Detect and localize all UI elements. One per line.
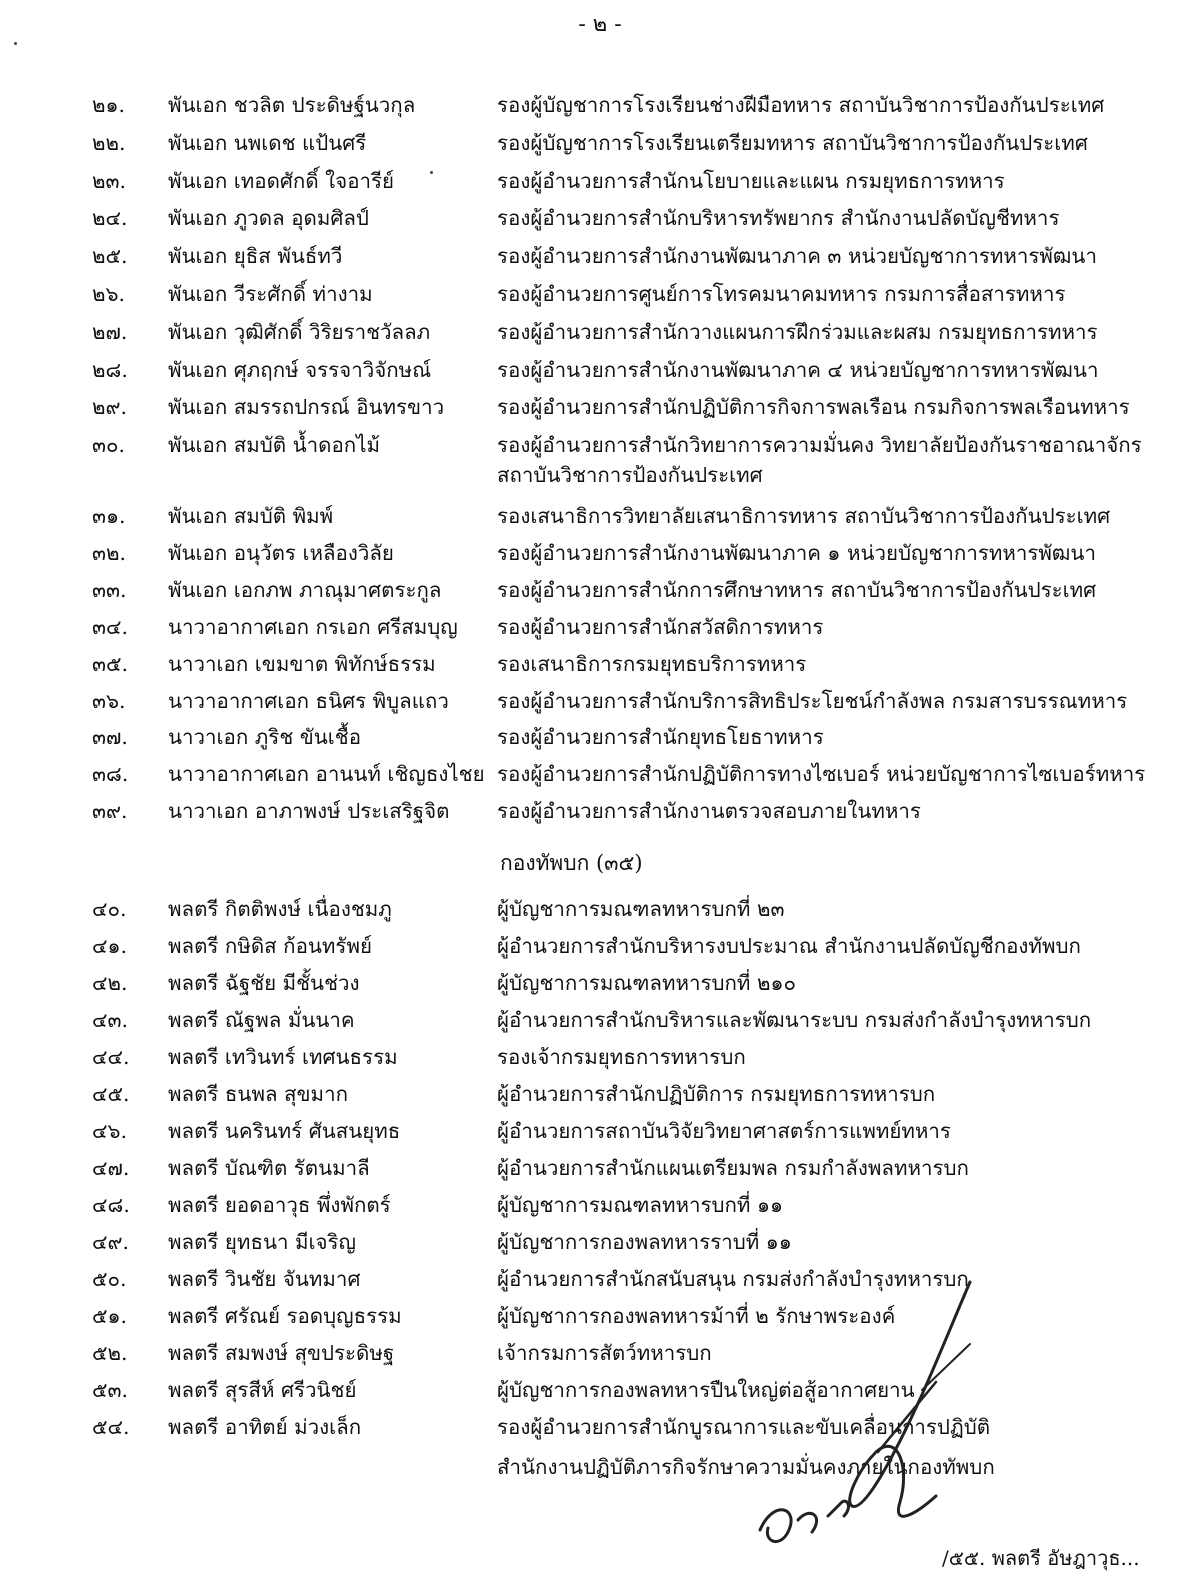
person-name: พันเอก เอกภพ ภาณุมาศตระกูล	[168, 577, 442, 602]
item-number: ๒๙.	[92, 395, 128, 420]
list-item	[0, 1039, 1200, 1076]
person-name: พันเอก อนุวัตร เหลืองวิลัย	[168, 540, 394, 565]
position-title: ผู้บัญชาการมณฑลทหารบกที่ ๑๑	[497, 1193, 783, 1217]
position-title: ผู้บัญชาการมณฑลทหารบกที่ ๒๑๐	[497, 971, 797, 995]
list-item	[0, 609, 1200, 646]
person-name: พลตรี กิตติพงษ์ เนื่องชมภู	[168, 897, 392, 921]
list-item	[0, 238, 1200, 275]
position-title: รองผู้อำนวยการสำนักบริการสิทธิประโยชน์กำลังพล กรมสารบรรณทหาร	[497, 688, 1128, 713]
position-title: ผู้อำนวยการสำนักสนับสนุน กรมส่งกำลังบำรุงทหารบก	[497, 1267, 969, 1291]
list-item	[0, 498, 1200, 535]
position-title: ผู้บัญชาการมณฑลทหารบกที่ ๒๓	[497, 897, 785, 921]
list-item	[0, 928, 1200, 965]
list-item	[0, 891, 1200, 928]
person-name: พลตรี ธนพล สุขมาก	[168, 1082, 348, 1106]
list-item	[0, 719, 1200, 756]
person-name: พันเอก ยุธิส พันธ์ทวี	[168, 244, 343, 269]
item-number: ๒๒.	[92, 130, 126, 155]
person-name: พลตรี ศรัณย์ รอดบุญธรรม	[168, 1304, 402, 1328]
list-item	[0, 87, 1200, 124]
position-title: รองเสนาธิการกรมยุทธบริการทหาร	[497, 651, 807, 676]
person-name: พลตรี ณัฐพล มั่นนาค	[168, 1008, 355, 1032]
position-title: รองเจ้ากรมยุทธการทหารบก	[497, 1045, 746, 1069]
section-heading-army: กองทัพบก (๓๕)	[500, 851, 643, 875]
person-name: นาวาเอก อาภาพงษ์ ประเสริฐจิต	[168, 799, 450, 824]
list-item	[0, 389, 1200, 426]
person-name: พลตรี บัณฑิต รัตนมาลี	[168, 1156, 370, 1180]
item-number: ๒๘.	[92, 357, 128, 382]
position-title: รองผู้อำนวยการสำนักงานพัฒนาภาค ๑ หน่วยบัญชาการทหารพัฒนา	[497, 540, 1096, 565]
item-number: ๔๖.	[92, 1119, 128, 1143]
position-title: รองผู้อำนวยการสำนักสวัสดิการทหาร	[497, 614, 824, 639]
position-title: รองผู้อำนวยการสำนักงานพัฒนาภาค ๓ หน่วยบัญชาการทหารพัฒนา	[497, 244, 1097, 269]
position-title: ผู้อำนวยการสำนักบริหารงบประมาณ สำนักงานปลัดบัญชีกองทัพบก	[497, 934, 1081, 958]
person-name: พันเอก สมรรถปกรณ์ อินทรขาว	[168, 395, 445, 420]
position-title: ผู้อำนวยการสำนักบริหารและพัฒนาระบบ กรมส่งกำลังบำรุงทหารบก	[497, 1008, 1092, 1032]
list-item	[0, 125, 1200, 162]
position-title: ผู้บัญชาการกองพลทหารม้าที่ ๒ รักษาพระองค์	[497, 1304, 896, 1328]
person-name: พันเอก ภูวดล อุดมศิลป์	[168, 206, 369, 231]
item-number: ๕๐.	[92, 1267, 127, 1291]
list-item	[0, 756, 1200, 793]
position-title: รองผู้บัญชาการโรงเรียนช่างฝีมือทหาร สถาบันวิชาการป้องกันประเทศ	[497, 93, 1105, 117]
position-title: รองผู้อำนวยการสำนักบริหารทรัพยากร สำนักงานปลัดบัญชีทหาร	[497, 206, 1060, 231]
list-item	[0, 965, 1200, 1002]
item-number: ๕๓.	[92, 1378, 129, 1402]
scan-speck	[14, 42, 17, 45]
position-title: รองผู้อำนวยการสำนักปฏิบัติการทางไซเบอร์ หน่วยบัญชาการไซเบอร์ทหาร	[497, 762, 1146, 787]
person-name: พลตรี เทวินทร์ เทศนธรรม	[168, 1045, 398, 1069]
item-number: ๔๙.	[92, 1230, 130, 1254]
item-number: ๒๔.	[92, 206, 128, 231]
person-name: พันเอก วีระศักดิ์ ท่างาม	[168, 282, 373, 306]
list-item	[0, 1335, 1200, 1372]
continuation-footer: /๕๕. พลตรี อัษฎาวุธ...	[942, 1546, 1140, 1570]
person-name: พันเอก เทอดศักดิ์ ใจอารีย์	[168, 168, 395, 193]
item-54-position-continuation: สำนักงานปฏิบัติภารกิจรักษาความมั่นคงภายในกองทัพบก	[497, 1455, 995, 1479]
list-item	[0, 1187, 1200, 1224]
person-name: พันเอก นพเดช แป้นศรี	[168, 130, 367, 155]
signature-scribble	[740, 1270, 1000, 1580]
item-number: ๔๘.	[92, 1193, 130, 1217]
item-number: ๓๓.	[92, 577, 127, 602]
person-name: พลตรี กษิดิส ก้อนทรัพย์	[168, 934, 372, 958]
list-item	[0, 276, 1200, 313]
list-item	[0, 1298, 1200, 1335]
position-title: รองเสนาธิการวิทยาลัยเสนาธิการทหาร สถาบันวิชาการป้องกันประเทศ	[497, 504, 1111, 528]
position-title: ผู้บัญชาการกองพลทหารราบที่ ๑๑	[497, 1230, 792, 1254]
position-title: รองผู้อำนวยการสำนักบูรณาการและขับเคลื่อนการปฏิบัติ	[497, 1415, 991, 1439]
list-item	[0, 1113, 1200, 1150]
position-title: รองผู้อำนวยการสำนักปฏิบัติการกิจการพลเรือน กรมกิจการพลเรือนทหาร	[497, 395, 1130, 420]
position-title: รองผู้อำนวยการสำนักการศึกษาทหาร สถาบันวิชาการป้องกันประเทศ	[497, 577, 1097, 602]
list-item	[0, 683, 1200, 720]
person-name: พลตรี วินชัย จันทมาศ	[168, 1267, 361, 1291]
item-number: ๓๘.	[92, 762, 129, 787]
item-30-position-continuation: สถาบันวิชาการป้องกันประเทศ	[497, 463, 763, 487]
list-item	[0, 1409, 1200, 1446]
position-title: รองผู้อำนวยการสำนักยุทธโยธาทหาร	[497, 725, 824, 750]
item-number: ๓๙.	[92, 799, 128, 824]
person-name: พลตรี ยอดอาวุธ พึ่งพักตร์	[168, 1193, 391, 1217]
list-item	[0, 1372, 1200, 1409]
position-title: รองผู้อำนวยการสำนักงานพัฒนาภาค ๔ หน่วยบัญชาการทหารพัฒนา	[497, 357, 1099, 382]
position-title: ผู้อำนวยการสำนักแผนเตรียมพล กรมกำลังพลทหารบก	[497, 1156, 969, 1180]
item-number: ๓๐.	[92, 433, 126, 458]
list-item	[0, 163, 1200, 200]
list-item	[0, 1002, 1200, 1039]
list-item	[0, 1224, 1200, 1261]
item-number: ๓๗.	[92, 725, 128, 750]
list-item	[0, 1150, 1200, 1187]
item-number: ๒๕.	[92, 244, 128, 269]
list-item	[0, 793, 1200, 830]
list-item	[0, 1076, 1200, 1113]
position-title: ผู้บัญชาการกองพลทหารปืนใหญ่ต่อสู้อากาศยาน	[497, 1378, 915, 1402]
item-number: ๓๑.	[92, 504, 126, 528]
position-title: เจ้ากรมการสัตว์ทหารบก	[497, 1341, 712, 1365]
person-name: พันเอก สมบัติ น้ำดอกไม้	[168, 433, 381, 458]
item-number: ๔๑.	[92, 934, 128, 958]
person-name: พันเอก สมบัติ พิมพ์	[168, 504, 334, 528]
position-title: รองผู้อำนวยการสำนักวิทยาการความมั่นคง วิทยาลัยป้องกันราชอาณาจักร	[497, 433, 1142, 458]
person-name: พลตรี อาทิตย์ ม่วงเล็ก	[168, 1415, 362, 1439]
item-number: ๓๖.	[92, 688, 126, 713]
item-number: ๔๔.	[92, 1045, 130, 1069]
person-name: พลตรี ฉัฐชัย มีชั้นช่วง	[168, 971, 360, 995]
list-item	[0, 352, 1200, 389]
item-number: ๕๒.	[92, 1341, 128, 1365]
position-title: ผู้อำนวยการสำนักปฏิบัติการ กรมยุทธการทหารบก	[497, 1082, 936, 1106]
person-name: พลตรี สุรสีห์ ศรีวนิชย์	[168, 1378, 357, 1402]
person-name: พลตรี ยุทธนา มีเจริญ	[168, 1230, 357, 1254]
item-number: ๕๑.	[92, 1304, 128, 1328]
person-name: พลตรี สมพงษ์ สุขประดิษฐ	[168, 1341, 395, 1365]
item-number: ๒๖.	[92, 282, 126, 306]
position-title: รองผู้บัญชาการโรงเรียนเตรียมทหาร สถาบันวิชาการป้องกันประเทศ	[497, 130, 1088, 155]
list-item	[0, 1261, 1200, 1298]
item-number: ๒๗.	[92, 319, 128, 344]
item-number: ๔๒.	[92, 971, 128, 995]
item-number: ๓๕.	[92, 651, 129, 676]
item-number: ๒๓.	[92, 168, 127, 193]
item-number: ๔๗.	[92, 1156, 130, 1180]
position-title: ผู้อำนวยการสถาบันวิจัยวิทยาศาสตร์การแพทย์ทหาร	[497, 1119, 951, 1143]
position-title: รองผู้อำนวยการศูนย์การโทรคมนาคมทหาร กรมการสื่อสารทหาร	[497, 282, 1066, 306]
person-name: พันเอก วุฒิศักดิ์ วิริยราชวัลลภ	[168, 319, 431, 344]
item-number: ๔๐.	[92, 897, 127, 921]
person-name: นาวาเอก ภูริช ขันเชื้อ	[168, 725, 362, 750]
list-item	[0, 200, 1200, 237]
person-name: พันเอก ศุภฤกษ์ จรรจาวิจักษณ์	[168, 357, 432, 382]
person-name: นาวาอากาศเอก ธนิศร พิบูลแถว	[168, 688, 449, 713]
position-title: รองผู้อำนวยการสำนักนโยบายและแผน กรมยุทธการทหาร	[497, 168, 1005, 193]
page-number: - ๒ -	[578, 12, 622, 37]
item-number: ๕๔.	[92, 1415, 130, 1439]
item-number: ๔๓.	[92, 1008, 129, 1032]
position-title: รองผู้อำนวยการสำนักงานตรวจสอบภายในทหาร	[497, 799, 921, 824]
person-name: นาวาเอก เขมขาต พิทักษ์ธรรม	[168, 651, 436, 676]
person-name: นาวาอากาศเอก อานนท์ เชิญธงไชย	[168, 762, 485, 787]
person-name: นาวาอากาศเอก กรเอก ศรีสมบุญ	[168, 614, 458, 639]
item-number: ๓๔.	[92, 614, 129, 639]
position-title: รองผู้อำนวยการสำนักวางแผนการฝึกร่วมและผสม กรมยุทธการทหาร	[497, 319, 1098, 344]
list-item	[0, 646, 1200, 683]
item-number: ๔๕.	[92, 1082, 130, 1106]
item-number: ๒๑.	[92, 93, 126, 117]
list-item	[0, 535, 1200, 572]
list-item	[0, 572, 1200, 609]
list-item	[0, 314, 1200, 351]
person-name: พันเอก ชวลิต ประดิษฐ์นวกุล	[168, 93, 416, 117]
item-number: ๓๒.	[92, 540, 127, 565]
person-name: พลตรี นครินทร์ ศันสนยุทธ	[168, 1119, 401, 1143]
